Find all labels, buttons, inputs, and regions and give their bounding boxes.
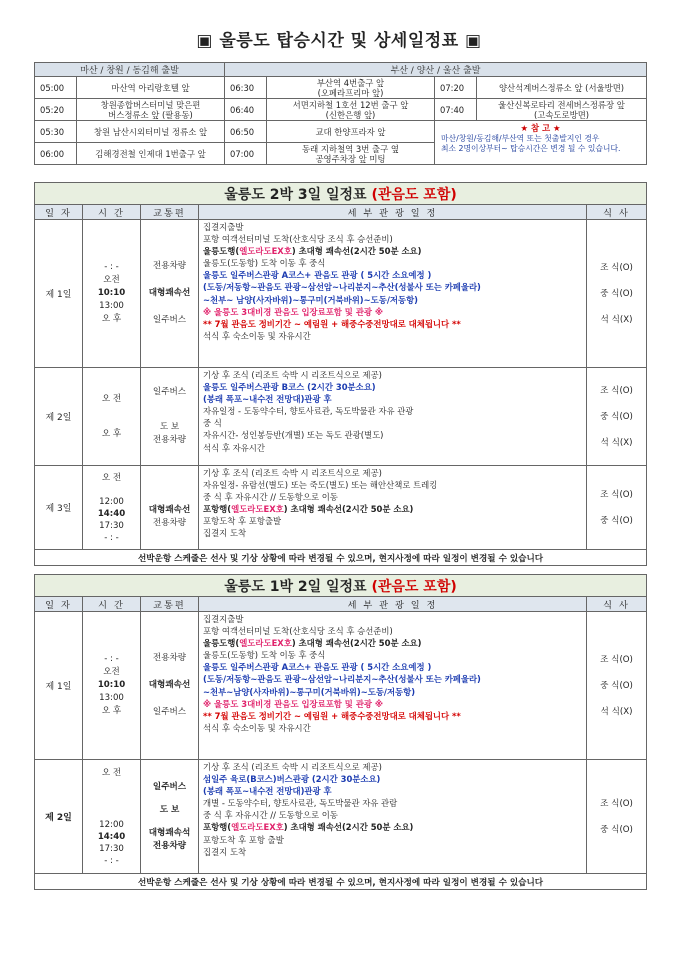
meal-cell [587,612,647,760]
time-item: - : - [104,855,119,866]
time-item: 오 후 [101,428,122,439]
col-day: 일 자 [35,205,83,220]
pickup-row [35,99,647,121]
detail-line: 포항도착 후 포항 출발 [203,834,284,845]
detail-line: (봉래 폭포~내수전 전망대)관광 후 [203,394,332,405]
detail-line-part: 울릉도행( [203,638,240,649]
schedule-title-text: 울릉도 2박 3일 일정표 [224,186,372,203]
detail-line: ~천부~남양(사자바위)~통구미(거북바위)~도동/저동항) [203,686,416,697]
detail-line: 개별 - 도동약수터, 향토사료관, 독도박물관 자유 관람 [203,798,398,809]
transport-item: 일주버스 [152,387,187,397]
detail-line: 포항 여객선터미널 도착(산호식당 조식 후 승선준비) [203,234,393,245]
detail-line-part: 포항행( [203,504,232,515]
pickup-place: 울산신복로타리 전세버스정류장 앞 (고속도로방면) [477,99,647,121]
pickup-place: 서면지하철 1호선 12번 출구 앞 (신한은행 앞) [267,99,435,121]
time-item: 12:00 [99,819,124,830]
meal-item: 조 식(O) [600,489,633,500]
schedule-title [35,183,647,205]
detail-line: 기상 후 조식 (리조트 숙박 시 리조트식으로 제공) [203,468,382,478]
page-title: ▣ 울릉도 탑승시간 및 상세일정표 ▣ [196,31,482,51]
time-cell [83,760,141,874]
meal-cell [587,760,647,874]
col-detail: 세 부 관 광 일 정 [199,597,587,612]
detail-line: 중 식 후 자유시간 // 도동항으로 이동 [203,810,338,821]
transport-item: 도 보 [159,422,180,432]
transport-item: 일주버스 [152,781,187,792]
day-label: 제 1일 [35,220,83,368]
time-item: - : - [104,262,119,272]
meal-item: 석 식(X) [600,314,633,325]
notice-line: 최소 2명이상부터~ 탑승시간은 변경 될 수 있습니다. [441,144,621,153]
detail-line: 자유시간- 성인봉등반(개별) 또는 독도 관광(별도) [203,430,384,441]
col-meal: 식 사 [587,205,647,220]
pickup-time: 05:30 [35,121,77,143]
time-cell [83,220,141,368]
ship-name: 엘도라도EX호 [231,504,284,515]
transport-item: 전용차량 [152,840,187,851]
notice-box [435,121,647,165]
pickup-header-right: 부산 / 양산 / 울산 출발 [225,63,647,77]
detail-cell [199,466,587,550]
schedule-title-highlight: (관음도 포함) [371,186,457,203]
meal-item: 조 식(O) [600,654,633,665]
meal-item: 석 식(X) [600,437,633,448]
schedule-2n3d-table [34,182,647,566]
detail-line: ** 7월 관음도 정비기간 ~ 예림원 + 해중수중전망대로 대체됩니다 ** [203,318,461,329]
transport-cell [141,760,199,874]
time-item: 14:40 [97,831,126,842]
detail-line [203,503,582,515]
meal-item: 중 식(O) [600,515,633,526]
detail-line [203,245,582,257]
pickup-place: 창원 남산시외터미널 정류소 앞 [77,121,225,143]
pickup-time: 07:20 [435,77,477,99]
day-row [35,466,647,550]
detail-line: 울릉도 일주버스관광 A코스+ 관음도 관광 ( 5시간 소요예정 ) [203,270,432,281]
pickup-time: 07:40 [435,99,477,121]
day-label: 제 2일 [35,760,83,874]
pickup-table [34,62,647,165]
ship-name: 엘도라도EX호 [239,638,292,649]
detail-line: ※ 울릉도 3대비경 관음도 입장료포함 및 관광 ※ [203,698,384,709]
transport-item: 대형쾌속석 [148,827,191,838]
day-label: 제 3일 [35,466,83,550]
schedule-footer-note: 선박운항 스케줄은 선사 및 기상 상황에 따라 변경될 수 있으며, 현지사정에 따라 일정이 변경될 수 있습니다 [35,550,647,566]
pickup-place: 마산역 아리랑호텔 앞 [77,77,225,99]
detail-line: 자유일정- 유람선(별도) 또는 죽도(별도) 또는 해안산책로 트레킹 [203,480,438,491]
meal-item: 중 식(O) [600,411,633,422]
meal-item: 석 식(X) [600,706,633,717]
time-item: 13:00 [99,693,124,703]
pickup-place: 양산석계버스정류소 앞 (서울방면) [477,77,647,99]
time-item: 오 전 [101,472,122,483]
pickup-time: 06:50 [225,121,267,143]
time-item: 오전 [103,275,120,285]
col-time: 시 간 [83,597,141,612]
day-row [35,760,647,874]
detail-line: 석식 후 숙소이동 및 자유시간 [203,722,311,733]
time-item: 12:00 [99,496,124,507]
detail-line: 포항도착 후 포항출발 [203,516,282,527]
meal-item: 조 식(O) [600,798,633,809]
time-item: 13:00 [99,301,124,311]
detail-line: (봉래 폭포~내수전 전망대)관광 후 [203,786,332,797]
detail-line: 자유일정 - 도동약수터, 향토사료관, 독도박물관 자유 관광 [203,406,414,417]
notice-title: ★ 참 고 ★ [520,123,561,133]
pickup-row [35,77,647,99]
time-item: 10:10 [97,680,126,690]
col-transport: 교통편 [141,205,199,220]
pickup-place: 동래 지하철역 3번 출구 옆 공영주차장 앞 미팅 [267,143,435,165]
meal-cell [587,220,647,368]
detail-line: 석식 후 자유시간 [203,442,265,453]
meal-item: 조 식(O) [600,385,633,396]
transport-item: 대형쾌속선 [148,680,191,690]
time-item: 17:30 [99,843,124,854]
detail-line: 중 식 후 자유시간 // 도동항으로 이동 [203,492,338,503]
schedule-1n2d-table [34,574,647,890]
meal-item: 조 식(O) [600,262,633,273]
detail-line: (도동/저동항~관음도 관광~삼선암~나리분지~추산(성불사 또는 카페울라) [203,282,481,293]
pickup-time: 06:30 [225,77,267,99]
time-item: 오 후 [101,706,122,716]
meal-item: 중 식(O) [600,288,633,299]
detail-cell [199,368,587,466]
detail-line-part: ) 초대형 쾌속선(2시간 50분 소요) [291,246,422,257]
transport-item: 전용차량 [152,517,187,528]
schedule-title-text: 울릉도 1박 2일 일정표 [224,578,372,595]
detail-line: 포항 여객선터미널 도착(산호식당 조식 후 승선준비) [203,626,393,637]
day-label: 제 1일 [35,612,83,760]
pickup-place: 창원종합버스터미널 맞은편 버스정류소 앞 (팔용동) [77,99,225,121]
detail-line-part: ) 초대형 쾌속선(2시간 50분 소요) [283,504,414,515]
detail-line-part: 포항행( [203,822,232,833]
time-item: 17:30 [99,520,124,531]
detail-line: 기상 후 조식 (리조트 숙박 시 리조트식으로 제공) [203,762,382,772]
time-item: 오 전 [101,767,122,778]
pickup-time: 07:00 [225,143,267,165]
detail-line: ※ 울릉도 3대비경 관음도 입장료포함 및 관광 ※ [203,306,384,317]
detail-line: 울릉도(도동항) 도착 이동 후 중식 [203,650,326,661]
pickup-row [35,121,647,143]
transport-cell [141,612,199,760]
time-cell [83,466,141,550]
col-transport: 교통편 [141,597,199,612]
transport-item: 전용차량 [152,435,187,445]
transport-cell [141,368,199,466]
time-item: - : - [104,654,119,664]
meal-item: 중 식(O) [600,824,633,835]
time-cell [83,368,141,466]
time-item: - : - [104,532,119,543]
transport-cell [141,466,199,550]
col-meal: 식 사 [587,597,647,612]
ship-name: 엘도라도EX호 [231,822,284,833]
pickup-place: 교대 한양프라자 앞 [267,121,435,143]
detail-line: 섬일주 육로(B코스)버스관광 (2시간 30분소요) [203,774,381,785]
ship-name: 엘도라도EX호 [239,246,292,257]
time-item: 오전 [103,667,120,677]
transport-item: 일주버스 [152,707,187,717]
detail-line [203,637,582,649]
detail-line-part: ) 초대형 쾌속선(2시간 50분 소요) [283,822,414,833]
pickup-time: 06:40 [225,99,267,121]
detail-line: 중 식 [203,418,222,429]
time-cell [83,612,141,760]
col-time: 시 간 [83,205,141,220]
pickup-time: 06:00 [35,143,77,165]
detail-line [203,821,582,833]
detail-line: 집결지 도착 [203,528,247,539]
detail-line: ~천부~ 남양(사자바위)~통구미(거북바위)~도동/저동항) [203,294,418,305]
detail-line: 울릉도(도동항) 도착 이동 후 중식 [203,258,326,269]
time-item: 오 후 [101,314,122,324]
pickup-header-left: 마산 / 창원 / 동김해 출발 [35,63,225,77]
time-item: 14:40 [97,508,126,519]
detail-line: ** 7월 관음도 정비기간 ~ 예림원 + 해중수중전망대로 대체됩니다 ** [203,710,461,721]
transport-item: 도 보 [159,804,180,815]
meal-item: 중 식(O) [600,680,633,691]
day-row [35,368,647,466]
detail-line: 기상 후 조식 (리조트 숙박 시 리조트식으로 제공) [203,370,382,380]
meal-cell [587,368,647,466]
meal-cell [587,466,647,550]
detail-cell [199,220,587,368]
pickup-time: 05:20 [35,99,77,121]
detail-cell [199,760,587,874]
transport-item: 전용차량 [152,261,187,271]
schedule-title-highlight: (관음도 포함) [371,578,457,595]
time-item: 10:10 [97,288,126,298]
detail-cell [199,612,587,760]
detail-line-part: ) 초대형 쾌속선(2시간 50분 소요) [291,638,422,649]
detail-line: 집결지출발 [203,614,244,624]
transport-item: 전용차량 [152,653,187,663]
day-row [35,612,647,760]
col-day: 일 자 [35,597,83,612]
transport-cell [141,220,199,368]
col-detail: 세 부 관 광 일 정 [199,205,587,220]
detail-line-part: 울릉도행( [203,246,240,257]
time-item: 오 전 [101,393,122,404]
detail-line: 집결지출발 [203,222,244,232]
schedule-footer-note: 선박운항 스케줄은 선사 및 기상 상황에 따라 변경될 수 있으며, 현지사정에 따라 일정이 변경될 수 있습니다 [35,874,647,890]
detail-line: 석식 후 숙소이동 및 자유시간 [203,330,311,341]
pickup-place: 김해경전철 인제대 1번출구 앞 [77,143,225,165]
detail-line: 집결지 도착 [203,846,247,857]
detail-line: (도동/저동항~관음도 관광~삼선암~나리분지~추산(성불사 또는 카페울라) [203,674,481,685]
transport-item: 대형쾌속선 [148,288,191,298]
day-row [35,220,647,368]
pickup-time: 05:00 [35,77,77,99]
notice-line: 마산/창원/동김해/부산역 또는 첫출발지인 경우 [441,134,600,143]
detail-line: 울릉도 일주버스관광 A코스+ 관음도 관광 ( 5시간 소요예정 ) [203,662,432,673]
pickup-place: 부산역 4번출구 앞 (오페라프리마 앞) [267,77,435,99]
day-label: 제 2일 [35,368,83,466]
transport-item: 대형쾌속선 [148,504,191,515]
schedule-title [35,575,647,597]
transport-item: 일주버스 [152,315,187,325]
detail-line: 울릉도 일주버스관광 B코스 (2시간 30분소요) [203,382,376,393]
